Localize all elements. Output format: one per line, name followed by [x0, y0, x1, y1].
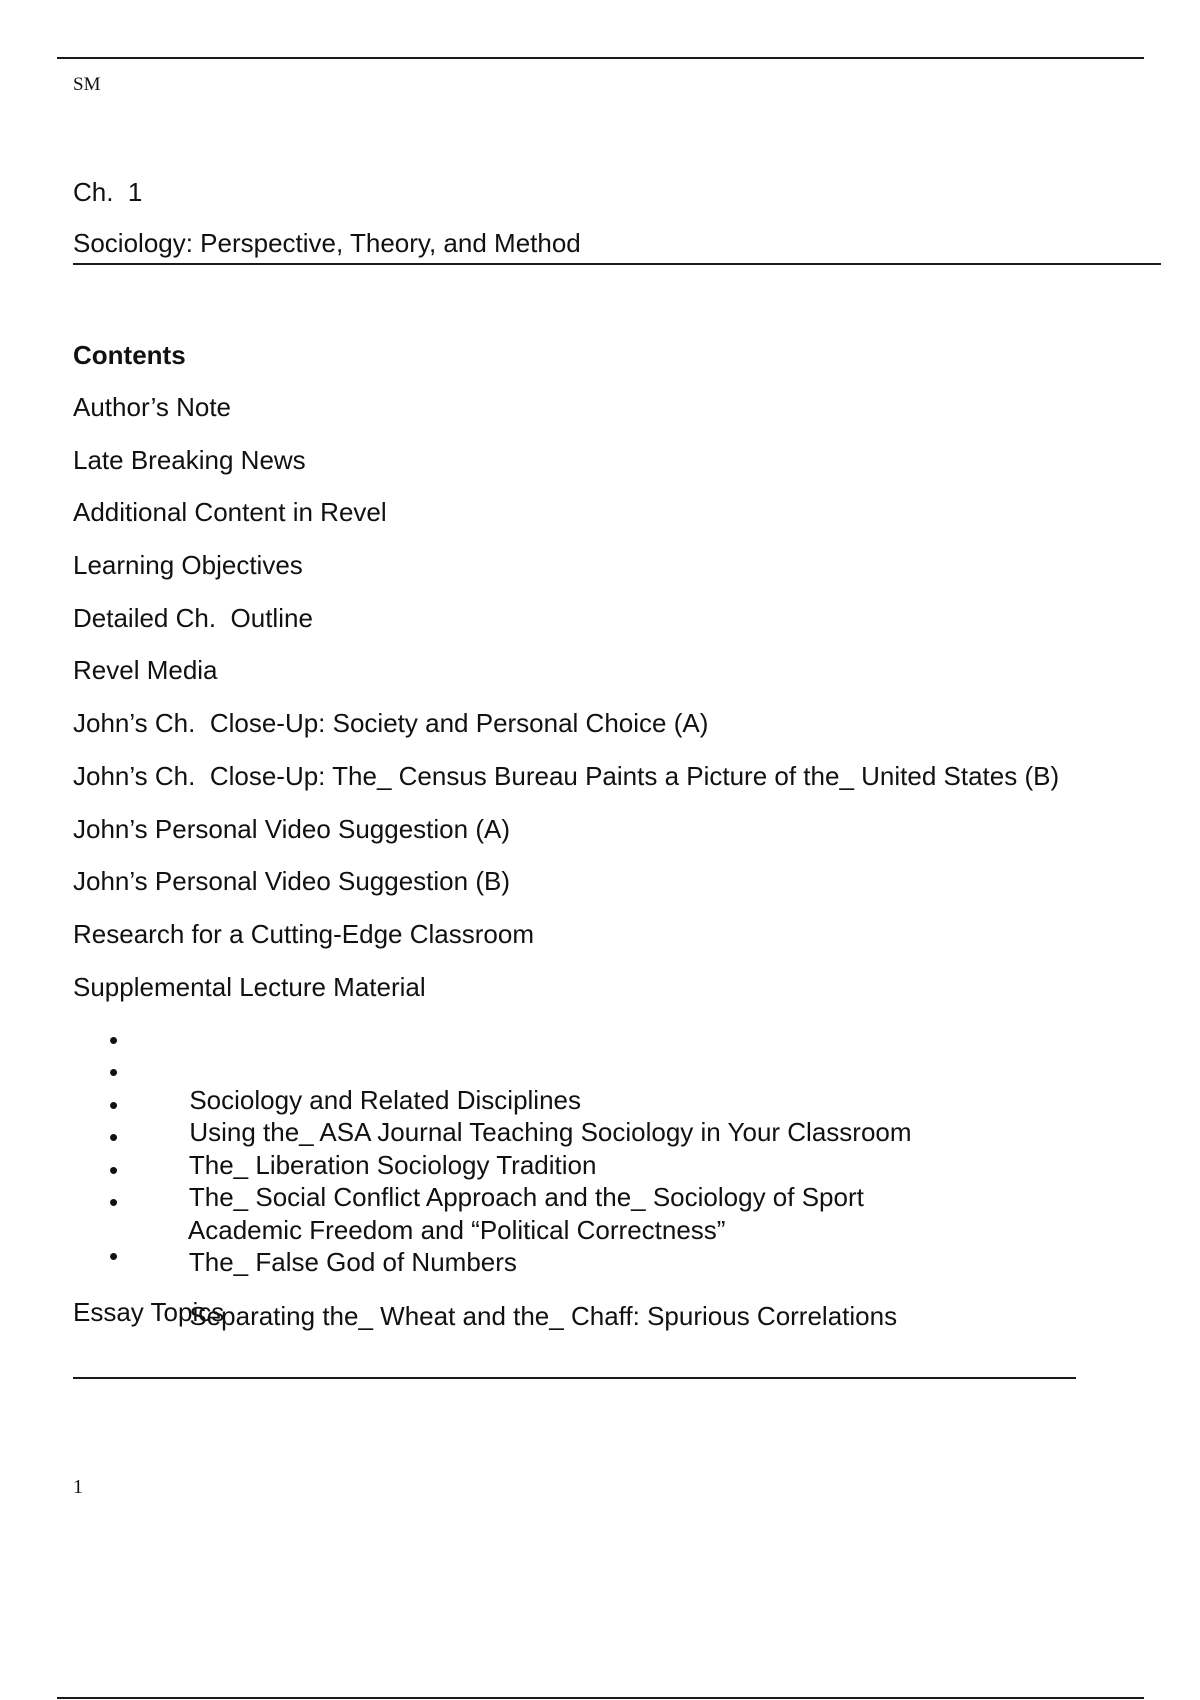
bullet-icon: •	[109, 1057, 119, 1088]
bullet-icon: •	[109, 1122, 119, 1153]
bullet-icon: •	[109, 1186, 119, 1217]
page-number: 1	[73, 1476, 83, 1498]
bulleted-item-text: Sociology and Related Disciplines	[189, 1085, 582, 1115]
list-item: Revel Media	[73, 655, 218, 686]
bullet-icon: •	[109, 1089, 119, 1120]
list-item: John’s Personal Video Suggestion (A)	[73, 813, 510, 844]
bulleted-item-text: The_ False God of Numbers	[188, 1246, 517, 1277]
bullet-icon: •	[109, 1241, 119, 1272]
contents-heading: Contents	[73, 340, 186, 370]
bulleted-item-text: Academic Freedom and “Political Correctness”	[187, 1214, 726, 1245]
list-item: John’s Ch. Close-Up: The_ Census Bureau Paints a Picture of the_ United States (B)	[73, 760, 1060, 791]
bulleted-item-text: Separating the_ Wheat and the_ Chaff: Spurious Correlations	[189, 1301, 898, 1332]
chapter-number: Ch. 1	[73, 177, 143, 207]
list-item: Late Breaking News	[73, 444, 306, 475]
chapter-title: Sociology: Perspective, Theory, and Method	[73, 228, 1161, 265]
bulleted-item	[73, 1025, 912, 1115]
list-item: John’s Ch. Close-Up: Society and Personal Choice (A)	[73, 708, 709, 739]
list-item: Additional Content in Revel	[73, 497, 387, 528]
bulleted-item-text: The_ Social Conflict Approach and the_ Sociology of Sport	[188, 1182, 864, 1213]
list-item: Supplemental Lecture Material	[73, 971, 426, 1002]
bottom-rule	[57, 1697, 1144, 1699]
essay-topics-item: Essay Topics	[73, 1297, 225, 1327]
top-rule	[57, 57, 1144, 59]
list-item: John’s Personal Video Suggestion (B)	[73, 866, 510, 897]
header-mark: SM	[73, 74, 101, 95]
bulleted-item-text: The_ Liberation Sociology Tradition	[188, 1149, 597, 1180]
list-item: Detailed Ch. Outline	[73, 602, 313, 633]
bullet-icon: •	[109, 1154, 119, 1185]
bulleted-item-text: Using the_ ASA Journal Teaching Sociology in Your Classroom	[189, 1117, 912, 1148]
contents-list	[73, 392, 1059, 1024]
bullet-icon: •	[109, 1025, 119, 1055]
list-item: Author’s Note	[73, 392, 232, 422]
section-end-rule	[73, 1377, 1076, 1379]
list-item: Learning Objectives	[73, 550, 303, 581]
list-item: Research for a Cutting-Edge Classroom	[73, 918, 534, 949]
